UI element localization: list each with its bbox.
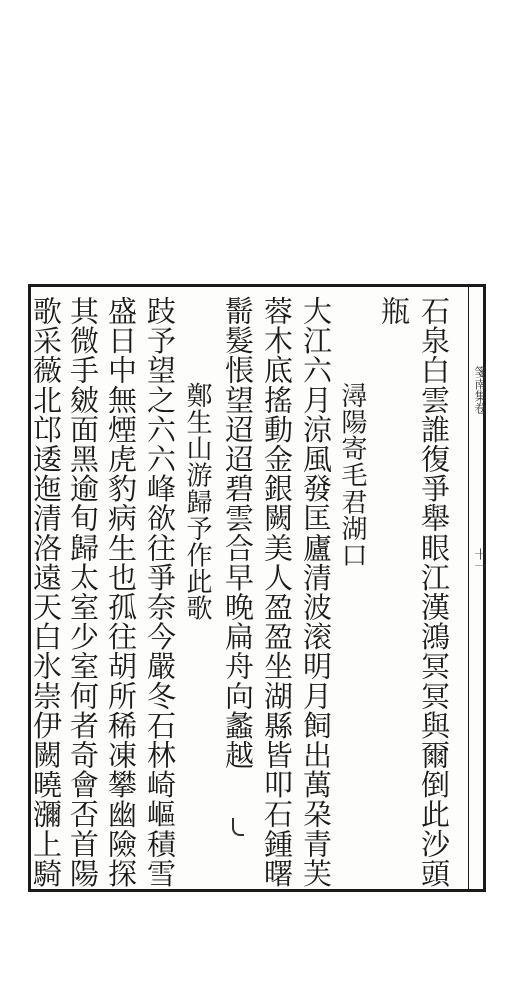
text-column-2: 瓶 <box>377 296 411 326</box>
poem-title-column-3: 潯陽寄毛君湖口 <box>337 382 367 569</box>
margin-page-number: 十一 <box>473 548 487 572</box>
text-column-6: 鬋髮悵望迢迢碧雲合早晚扁舟向蠡越 <box>221 296 255 770</box>
end-mark <box>232 818 244 836</box>
text-column-4: 大江六月涼風發匡廬清波滚明月飼出萬朶青芙 <box>299 296 333 888</box>
text-column-10: 其微手皴面黑逾旬歸太室少室何者奇會否首陽 <box>66 296 100 888</box>
margin-volume-title: 箋南集卷 <box>473 366 487 414</box>
text-column-1: 石泉白雲誰復爭舉眼江漢鴻冥冥與爾倒此沙頭 <box>417 296 451 888</box>
poem-title-column-7: 鄭生山游歸予作此歌 <box>182 382 212 622</box>
text-column-11: 歌采薇北邙逶迤清洛遠天白氷崇伊闕曉瀰上騎 <box>29 296 63 888</box>
text-column-5: 蓉木底搖動金銀闕美人盈盈坐湖縣皆叩石鍾曙 <box>260 296 294 888</box>
text-column-9: 盛日中無煙虎豹病生也孤往胡所稀凍攀幽險探 <box>104 296 138 888</box>
text-column-8: 跂予望之六六峰欲往爭奈今嚴冬石林崎嶇積雪 <box>143 296 177 888</box>
